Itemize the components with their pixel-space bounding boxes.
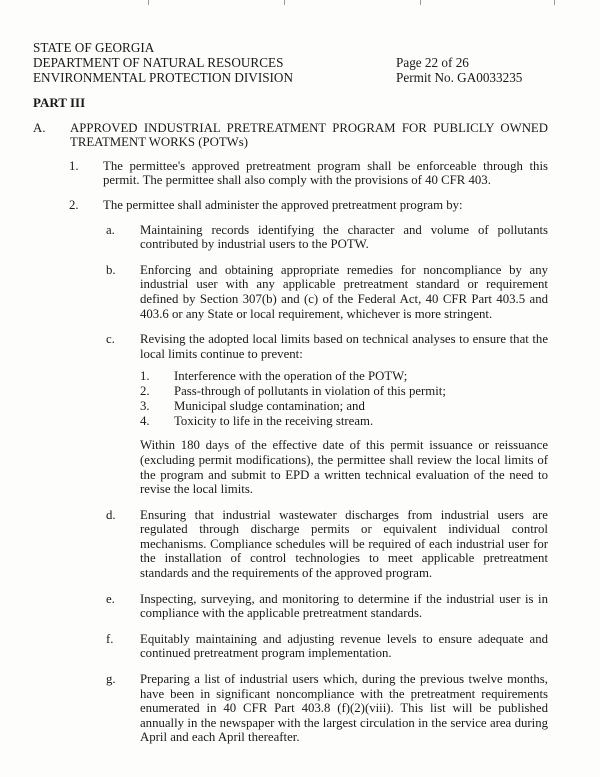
list-item bbox=[140, 369, 548, 384]
section-heading bbox=[33, 121, 548, 150]
limit-text: Pass-through of pollutants in violation of this permit; bbox=[174, 384, 446, 399]
scan-mark bbox=[148, 0, 149, 5]
section-title: APPROVED INDUSTRIAL PRETREATMENT PROGRAM FOR PUBLICLY OWNED TREATMENT WORKS (POTWs) bbox=[70, 120, 548, 150]
subitem-text: Revising the adopted local limits based on technical analyses to ensure that the local limits continue to prevent: bbox=[140, 332, 548, 361]
subitem-list bbox=[33, 223, 548, 745]
limit-text: Toxicity to life in the receiving stream. bbox=[174, 414, 374, 429]
subitem-label: d. bbox=[106, 507, 116, 522]
limits-list bbox=[140, 369, 548, 429]
page-number: Page 22 of 26 bbox=[396, 55, 469, 70]
list-item bbox=[33, 592, 548, 621]
item-list bbox=[33, 159, 548, 213]
subitem-text: Preparing a list of industrial users which, during the previous twelve months, have been in significant noncompliance with the pretreatment requirements enumerated in 40 CFR Part 403.8 (f)(2)(viii). This list will be published annually in the newspaper with the largest circulation in the service area during April and each April thereafter. bbox=[140, 672, 548, 745]
list-item bbox=[33, 198, 548, 213]
limit-label: 4. bbox=[140, 414, 150, 429]
subitem-text: Inspecting, surveying, and monitoring to determine if the industrial user is in compliance with the applicable pretreatment standards. bbox=[140, 591, 548, 621]
agency-line: STATE OF GEORGIA bbox=[33, 40, 155, 55]
scan-mark bbox=[284, 0, 285, 5]
document-body bbox=[33, 96, 548, 756]
subitem-label: e. bbox=[106, 591, 115, 606]
list-item bbox=[140, 414, 548, 429]
item-label: 2. bbox=[69, 197, 79, 212]
item-text: The permittee shall administer the approved pretreatment program by: bbox=[103, 197, 463, 212]
list-item bbox=[33, 223, 548, 252]
subitem-label: c. bbox=[106, 332, 115, 347]
subitem-text: Enforcing and obtaining appropriate remedies for noncompliance by any industrial user with any applicable pretreatment standard or requirement defined by Section 307(b) and (c) of the Federal Act, 40 CFR Part 403.5 and 403.6 or any State or local requirement, whichever is more stringent. bbox=[140, 262, 548, 321]
section-label: A. bbox=[33, 120, 46, 135]
limit-label: 3. bbox=[140, 399, 150, 414]
item-label: 1. bbox=[69, 158, 79, 173]
permit-number: Permit No. GA0033235 bbox=[396, 70, 523, 85]
subitem-label: a. bbox=[106, 222, 115, 237]
subitem-text: Ensuring that industrial wastewater discharges from industrial users are regulated through discharge permits or equivalent individual control mechanisms. Compliance schedules will be required of each industrial user for the installation of control technologies to meet applicable pretreatment standards and the requirements of the approved program. bbox=[140, 507, 548, 581]
list-item bbox=[33, 332, 548, 497]
agency-line: DEPARTMENT OF NATURAL RESOURCES bbox=[33, 55, 284, 70]
list-item bbox=[140, 399, 548, 414]
list-item bbox=[33, 632, 548, 661]
scan-mark bbox=[420, 0, 421, 5]
list-item bbox=[140, 384, 548, 399]
subitem-label: g. bbox=[106, 672, 116, 687]
subitem-text: Maintaining records identifying the character and volume of pollutants contributed by industrial users to the POTW. bbox=[140, 222, 548, 252]
limit-text: Municipal sludge contamination; and bbox=[174, 399, 365, 414]
limit-text: Interference with the operation of the POTW; bbox=[174, 369, 408, 384]
subitem-content bbox=[140, 332, 548, 497]
review-paragraph: Within 180 days of the effective date of this permit issuance or reissuance (excluding permit modifications), the permittee shall review the local limits of the program and submit to EPD a written technical evaluation of the need to revise the local limits. bbox=[140, 438, 548, 497]
agency-block bbox=[33, 40, 353, 85]
list-item bbox=[33, 263, 548, 321]
limit-label: 2. bbox=[140, 384, 150, 399]
item-text: The permittee's approved pretreatment program shall be enforceable through this permit. The permittee shall also comply with the provisions of 40 CFR 403. bbox=[103, 158, 548, 188]
list-item bbox=[33, 508, 548, 581]
page-info bbox=[396, 55, 556, 85]
subitem-label: f. bbox=[106, 631, 114, 646]
part-heading: PART III bbox=[33, 95, 86, 110]
agency-line: ENVIRONMENTAL PROTECTION DIVISION bbox=[33, 70, 293, 85]
subitem-label: b. bbox=[106, 262, 116, 277]
list-item bbox=[33, 159, 548, 188]
list-item bbox=[33, 672, 548, 745]
subitem-text: Equitably maintaining and adjusting revenue levels to ensure adequate and continued pretreatment program implementation. bbox=[140, 631, 548, 661]
scan-mark bbox=[554, 0, 555, 5]
limit-label: 1. bbox=[140, 369, 150, 384]
